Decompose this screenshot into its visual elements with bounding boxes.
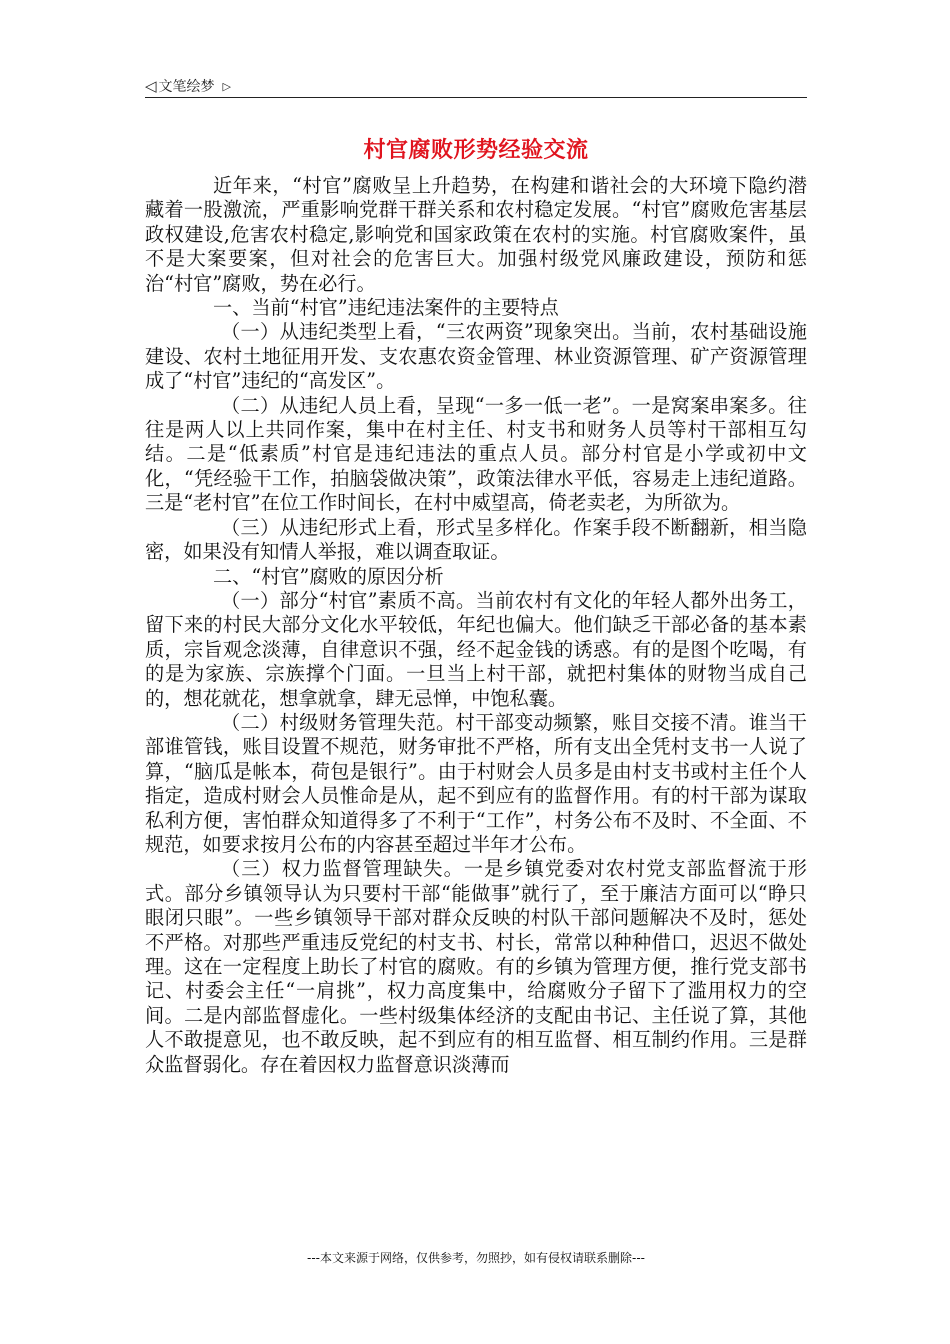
paragraph-2-3: （三）权力监督管理缺失。一是乡镇党委对农村党支部监督流于形式。部分乡镇领导认为只要村干部“能做事”就行了，至于廉洁方面可以“睁只眼闭只眼”。一些乡镇领导干部对群众反映的村队干部问题解决不及时，惩处不严格。对那些严重违反党纪的村支书、村长，常常以种种借口，迟迟不做处理。这在一定程度上助长了村官的腐败。有的乡镇为管理方便，推行党支部书记、村委会主任“一肩挑”，权力高度集中，给腐败分子留下了滥用权力的空间。二是内部监督虚化。一些村级集体经济的支配由书记、主任说了算，其他人不敢提意见，也不敢反映，起不到应有的相互监督、相互制约作用。三是群众监督弱化。存在着因权力监督意识淡薄而 xyxy=(145,857,807,1076)
right-triangle-icon: ▷ xyxy=(222,79,232,93)
paragraph-intro: 近年来，“村官”腐败呈上升趋势，在构建和谐社会的大环境下隐约潜藏着一股激流，严重影响党群干群关系和农村稳定发展。“村官”腐败危害基层政权建设,危害农村稳定,影响党和国家政策在农村的实施。村官腐败案件，虽不是大案要案，但对社会的危害巨大。加强村级党风廉政建设，预防和惩治“村官”腐败，势在必行。 xyxy=(145,174,807,295)
document-body xyxy=(145,174,807,1077)
left-triangle-icon: ◁ xyxy=(145,76,157,95)
section-heading-2: 二、“村官”腐败的原因分析 xyxy=(213,564,444,588)
header-text: 文笔绘梦 xyxy=(158,79,215,95)
section-heading-1: 一、当前“村官”违纪违法案件的主要特点 xyxy=(213,296,559,320)
document-header xyxy=(145,75,807,97)
paragraph-1-2: （二）从违纪人员上看，呈现“一多一低一老”。一是窝案串案多。往往是两人以上共同作案，集中在村主任、村支书和财务人员等村干部相互勾结。二是“低素质”村官是违纪违法的重点人员。部分村官是小学或初中文化，“凭经验干工作，拍脑袋做决策”，政策法律水平低，容易走上违纪道路。三是“老村官”在位工作时间长，在村中威望高，倚老卖老，为所欲为。 xyxy=(145,393,807,515)
paragraph-2-2: （二）村级财务管理失范。村干部变动频繁，账目交接不清。谁当干部谁管钱，账目设置不规范，财务审批不严格，所有支出全凭村支书一人说了算，“脑瓜是帐本，荷包是银行”。由于村财会人员多是由村支书或村主任个人指定，造成村财会人员惟命是从，起不到应有的监督作用。有的村干部为谋取私利方便，害怕群众知道得多了不利于“工作”，村务公布不及时、不全面、不规范，如要求按月公布的内容甚至超过半年才公布。 xyxy=(145,710,807,856)
document-footer: ---本文来源于网络，仅供参考，勿照抄，如有侵权请联系删除--- xyxy=(307,1251,645,1265)
document-title: 村官腐败形势经验交流 xyxy=(363,137,589,163)
paragraph-2-1: （一）部分“村官”素质不高。当前农村有文化的年轻人都外出务工，留下来的村民大部分文化水平较低，年纪也偏大。他们缺乏干部必备的基本素质，宗旨观念淡薄，自律意识不强，经不起金钱的诱惑。有的是图个吃喝，有的是为家族、宗族撑个门面。一旦当上村干部，就把村集体的财物当成自己的，想花就花，想拿就拿，肆无忌惮，中饱私囊。 xyxy=(145,588,807,710)
paragraph-1-3: （三）从违纪形式上看，形式呈多样化。作案手段不断翻新，相当隐密，如果没有知情人举报，难以调查取证。 xyxy=(145,515,807,564)
header-rule xyxy=(145,97,807,98)
paragraph-1-1: （一）从违纪类型上看，“三农两资”现象突出。当前，农村基础设施建设、农村土地征用开发、支农惠农资金管理、林业资源管理、矿产资源管理成了“村官”违纪的“高发区”。 xyxy=(145,320,807,393)
